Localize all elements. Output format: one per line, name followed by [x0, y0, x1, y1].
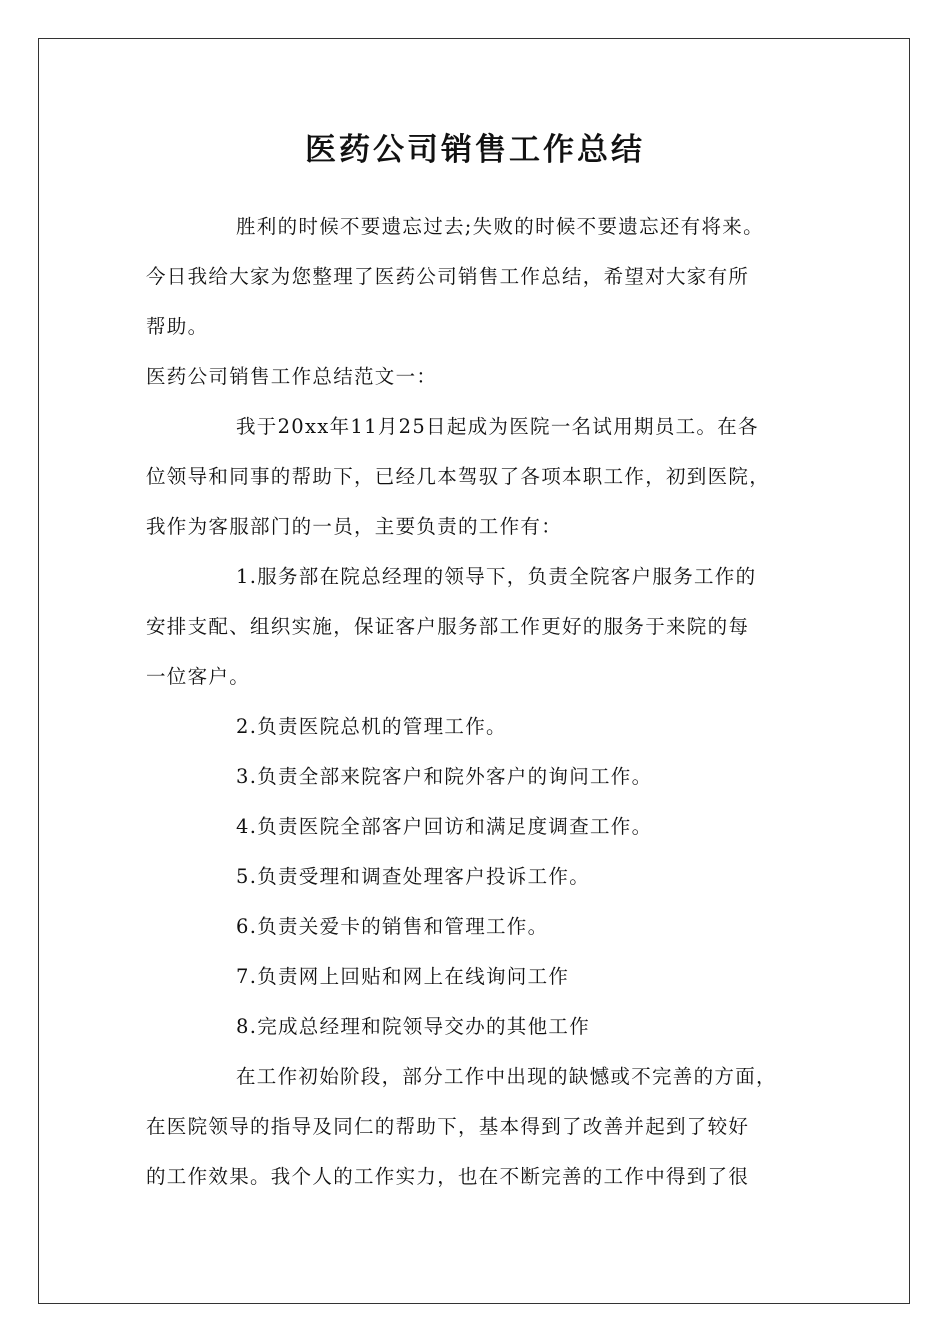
body-line: 我作为客服部门的一员，主要负责的工作有： — [146, 515, 563, 538]
section-heading: 医药公司销售工作总结范文一： — [146, 365, 438, 388]
list-item: 3.负责全部来院客户和院外客户的询问工作。 — [236, 765, 653, 788]
list-item: 7.负责网上回贴和网上在线询问工作 — [236, 965, 570, 988]
body-line: 胜利的时候不要遗忘过去;失败的时候不要遗忘还有将来。 — [236, 215, 764, 238]
list-item: 8.完成总经理和院领导交办的其他工作 — [236, 1015, 591, 1038]
body-line: 位领导和同事的帮助下，已经几本驾驭了各项本职工作，初到医院， — [146, 465, 771, 488]
body-line: 安排支配、组织实施，保证客户服务部工作更好的服务于来院的每 — [146, 615, 750, 638]
body-line: 在工作初始阶段，部分工作中出现的缺憾或不完善的方面， — [236, 1065, 777, 1088]
body-line: 的工作效果。我个人的工作实力，也在不断完善的工作中得到了很 — [146, 1165, 750, 1188]
body-line: 我于20xx年11月25日起成为医院一名试用期员工。在各 — [236, 415, 759, 438]
list-item: 5.负责受理和调查处理客户投诉工作。 — [236, 865, 591, 888]
document-body — [146, 202, 810, 1202]
list-item: 4.负责医院全部客户回访和满足度调查工作。 — [236, 815, 653, 838]
list-item: 2.负责医院总机的管理工作。 — [236, 715, 507, 738]
document-title: 医药公司销售工作总结 — [305, 132, 645, 168]
body-line: 一位客户。 — [146, 665, 251, 688]
list-item: 6.负责关爱卡的销售和管理工作。 — [236, 915, 549, 938]
list-item: 1.服务部在院总经理的领导下，负责全院客户服务工作的 — [236, 565, 757, 588]
body-line: 今日我给大家为您整理了医药公司销售工作总结，希望对大家有所 — [146, 265, 750, 288]
body-line: 在医院领导的指导及同仁的帮助下，基本得到了改善并起到了较好 — [146, 1115, 750, 1138]
body-line: 帮助。 — [146, 315, 209, 338]
